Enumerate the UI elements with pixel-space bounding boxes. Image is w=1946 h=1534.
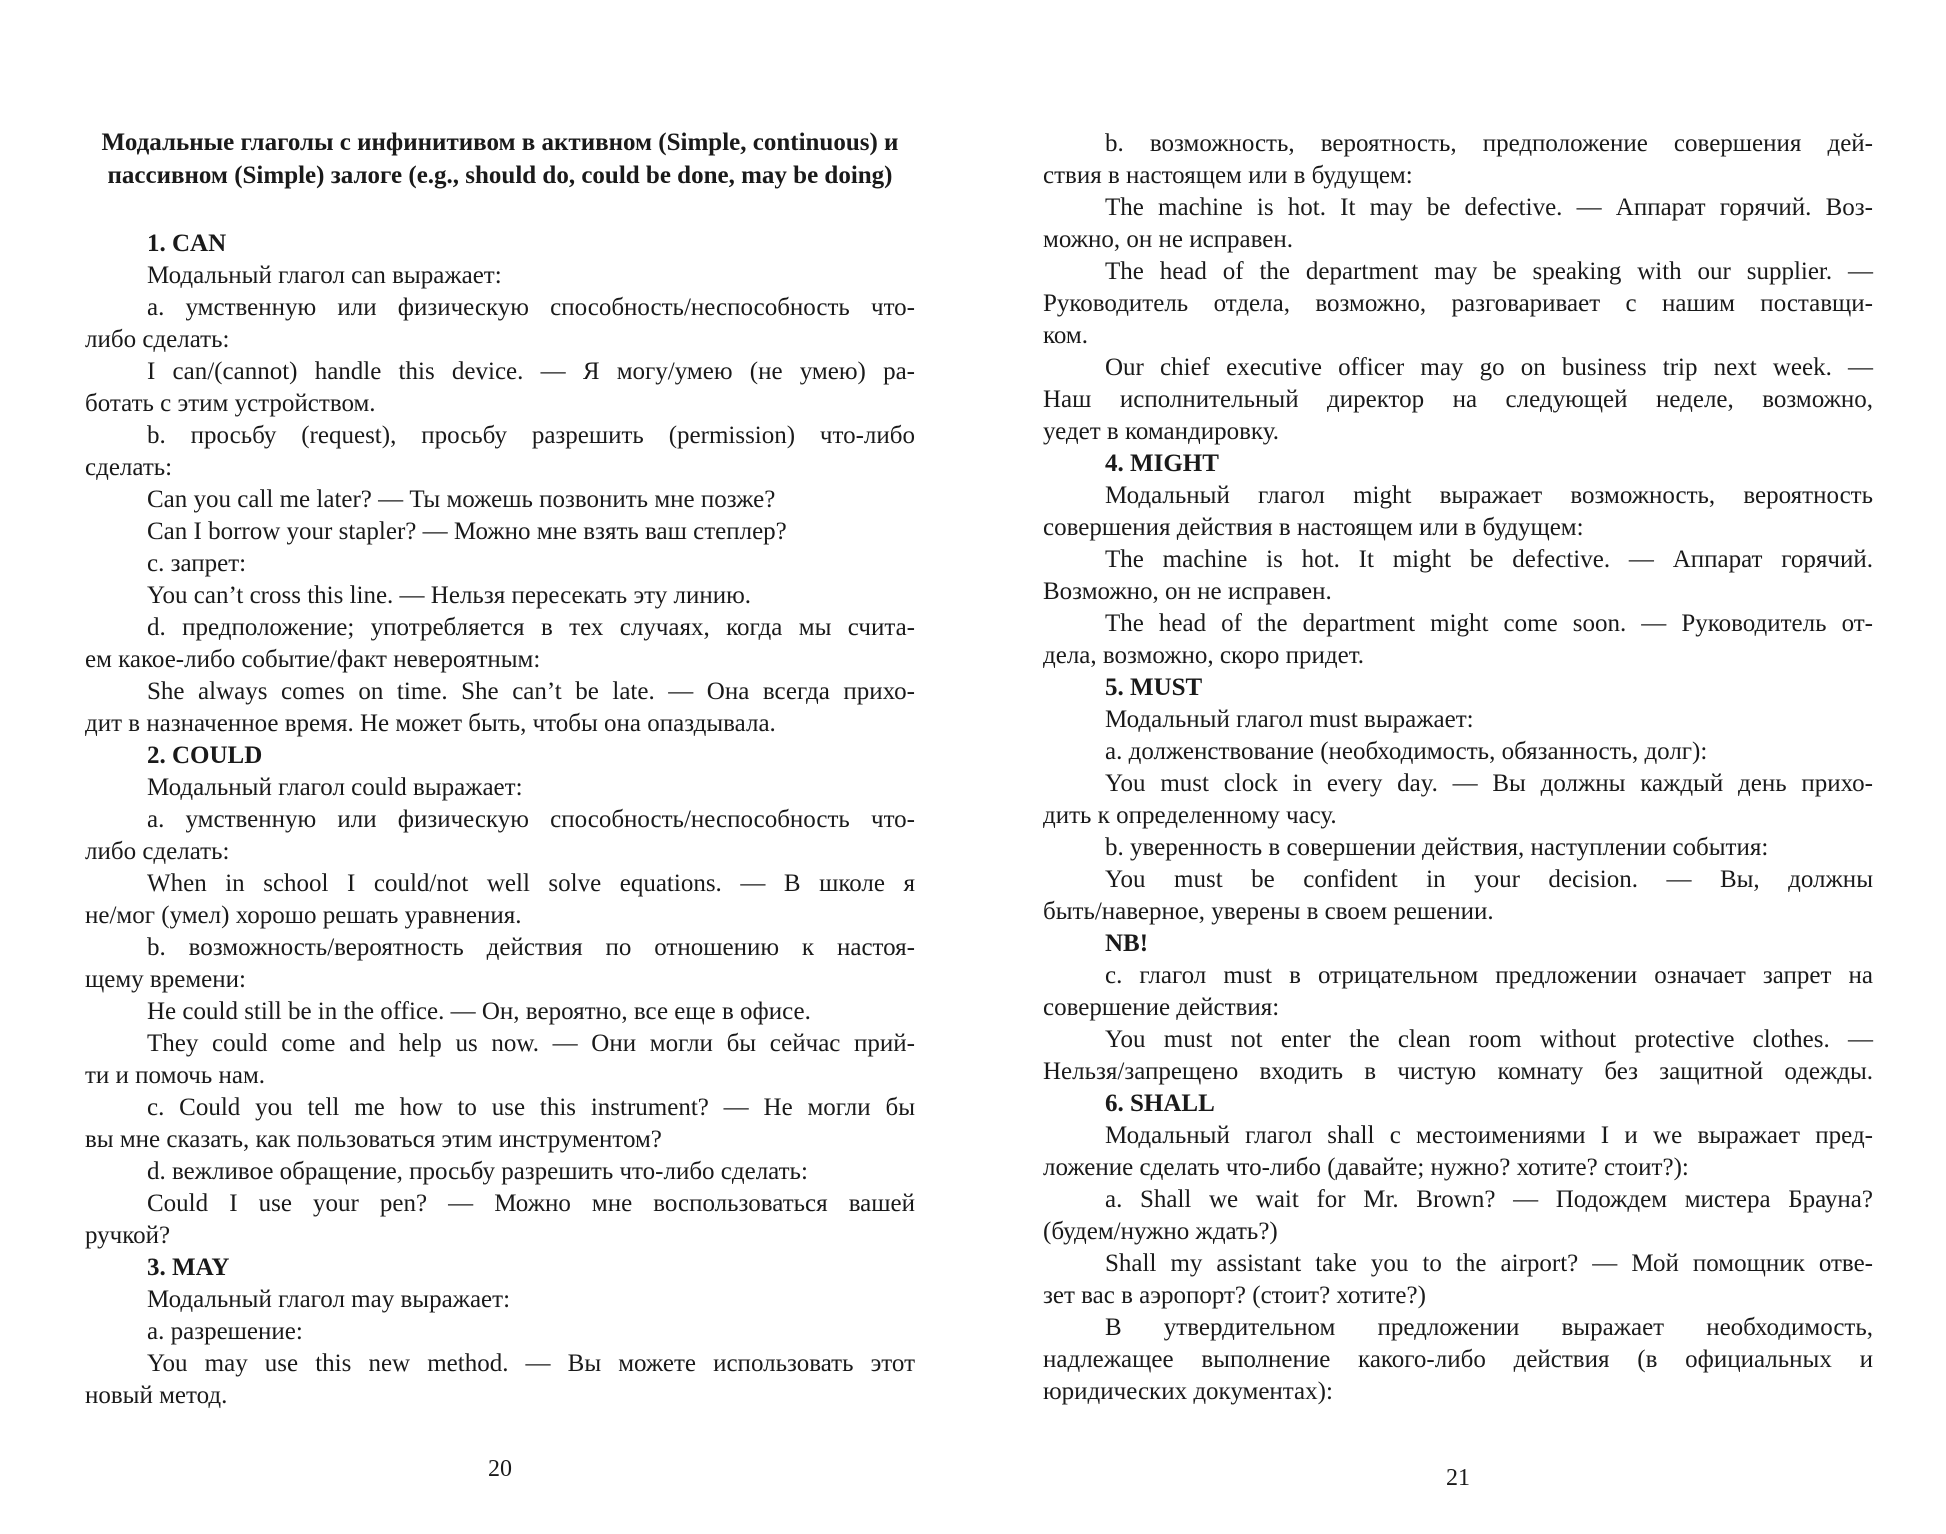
example-line: The head of the department might come soon. — Руководитель от- [1105,610,1873,637]
text-line: d. предположение; употребляется в тех случаях, когда мы счита- [147,614,915,641]
text-line: c. глагол must в отрицательном предложении означает запрет на [1105,962,1873,989]
text-line: совершение действия: [1043,994,1280,1021]
example-line: The head of the department may be speaking with our supplier. — [1105,258,1873,285]
example-line: ком. [1043,322,1088,349]
text-line: Модальный глагол must выражает: [1105,706,1474,733]
example-line: (будем/нужно ждать?) [1043,1218,1278,1245]
example-line: Возможно, он не исправен. [1043,578,1332,605]
right-page [1043,0,1873,1534]
text-line: I can/(cannot) handle this device. — Я могу/умею (не умею) ра- [147,358,915,385]
text-line: юридических документах): [1043,1378,1333,1405]
text-line: b. возможность/вероятность действия по отношению к настоя- [147,934,915,961]
text-line: a. долженствование (необходимость, обязанность, долг): [1105,738,1708,765]
text-line: Модальный глагол might выражает возможность, вероятность [1105,482,1873,509]
example-line: Нельзя/запрещено входить в чистую комнату без защитной одежды. [1043,1058,1873,1085]
example-line: You must be confident in your decision. — Вы, должны [1105,866,1873,893]
example-line: быть/наверное, уверены в своем решении. [1043,898,1494,925]
example-line: You must clock in every day. — Вы должны каждый день прихо- [1105,770,1873,797]
page-number: 21 [1446,1465,1470,1491]
text-line: ствия в настоящем или в будущем: [1043,162,1413,189]
text-line: Модальный глагол can выражает: [147,262,502,289]
example-line: зет вас в аэропорт? (стоит? хотите?) [1043,1282,1426,1309]
page-number: 20 [488,1456,512,1482]
example-line: She always comes on time. She can’t be late. — Она всегда прихо- [147,678,915,705]
section-heading-must: 5. MUST [1105,674,1203,701]
text-line: ложение сделать что-либо (давайте; нужно? хотите? стоит?): [1043,1154,1689,1181]
section-heading-might: 4. MIGHT [1105,450,1219,477]
example-line: Наш исполнительный директор на следующей неделе, возможно, [1043,386,1873,413]
example-line: можно, он не исправен. [1043,226,1294,253]
text-line: b. возможность, вероятность, предположение совершения дей- [1105,130,1873,157]
text-line: b. просьбу (request), просьбу разрешить (permission) что-либо [147,422,915,449]
example-line: Could I use your pen? — Можно мне воспользоваться вашей [147,1190,915,1217]
example-line: вы мне сказать, как пользоваться этим инструментом? [85,1126,662,1153]
section-heading-could: 2. COULD [147,742,263,769]
text-line: a. умственную или физическую способность/неспособность что- [147,806,915,833]
section-heading-may: 3. MAY [147,1254,230,1281]
example-line: You must not enter the clean room without protective clothes. — [1105,1026,1873,1053]
example-line: a. Shall we wait for Mr. Brown? — Подождем мистера Брауна? [1105,1186,1873,1213]
left-page [85,0,915,1534]
example-line: ти и помочь нам. [85,1062,266,1089]
text-line: совершения действия в настоящем или в будущем: [1043,514,1584,541]
text-line: Модальный глагол shall с местоимениями I и we выражает пред- [1105,1122,1873,1149]
text-line: Модальный глагол could выражает: [147,774,523,801]
example-line: дит в назначенное время. Не может быть, чтобы она опаздывала. [85,710,776,737]
text-line: b. уверенность в совершении действия, наступлении события: [1105,834,1769,861]
text-line: c. запрет: [147,550,247,577]
example-line: You may use this new method. — Вы можете использовать этот [147,1350,915,1377]
example-line: The machine is hot. It may be defective. — Аппарат горячий. Воз- [1105,194,1873,221]
example-line: He could still be in the office. — Он, вероятно, все еще в офисе. [147,998,811,1025]
example-line: Can you call me later? — Ты можешь позвонить мне позже? [147,486,776,513]
example-line: не/мог (умел) хорошо решать уравнения. [85,902,522,929]
text-line: d. вежливое обращение, просьбу разрешить что-либо сделать: [147,1158,808,1185]
text-line: В утвердительном предложении выражает необходимость, [1105,1314,1873,1341]
example-line: Руководитель отдела, возможно, разговаривает с нашим поставщи- [1043,290,1873,317]
example-line: They could come and help us now. — Они могли бы сейчас прий- [147,1030,915,1057]
text-line: a. умственную или физическую способность/неспособность что- [147,294,915,321]
example-line: Shall my assistant take you to the airport? — Мой помощник отве- [1105,1250,1873,1277]
text-line: надлежащее выполнение какого-либо действия (в официальных и [1043,1346,1873,1373]
text-line: щему времени: [85,966,246,993]
section-heading-can: 1. CAN [147,230,227,257]
example-line: The machine is hot. It might be defective. — Аппарат горячий. [1105,546,1873,573]
example-line: c. Could you tell me how to use this instrument? — Не могли бы [147,1094,915,1121]
example-line: Our chief executive officer may go on business trip next week. — [1105,354,1873,381]
example-line: уедет в командировку. [1043,418,1279,445]
text-line: сделать: [85,454,173,481]
text-line: ботать с этим устройством. [85,390,376,417]
example-line: ручкой? [85,1222,171,1249]
example-line: When in school I could/not well solve equations. — В школе я [147,870,915,897]
text-line: a. разрешение: [147,1318,303,1345]
text-line: либо сделать: [85,838,230,865]
example-line: Can I borrow your stapler? — Можно мне взять ваш степлер? [147,518,787,545]
example-line: дела, возможно, скоро придет. [1043,642,1364,669]
example-line: You can’t cross this line. — Нельзя пересекать эту линию. [147,582,752,609]
text-line: либо сделать: [85,326,230,353]
section-heading-shall: 6. SHALL [1105,1090,1215,1117]
text-line: ем какое-либо событие/факт невероятным: [85,646,541,673]
example-line: дить к определенному часу. [1043,802,1337,829]
nota-bene-label: NB! [1105,930,1149,957]
page-title: Модальные глаголы с инфинитивом в активном (Simple, continuous) и пассивном (Simple) залоге (e.g., should do, could be done, may be doing) [101,129,899,189]
example-line: новый метод. [85,1382,228,1409]
text-line: Модальный глагол may выражает: [147,1286,511,1313]
